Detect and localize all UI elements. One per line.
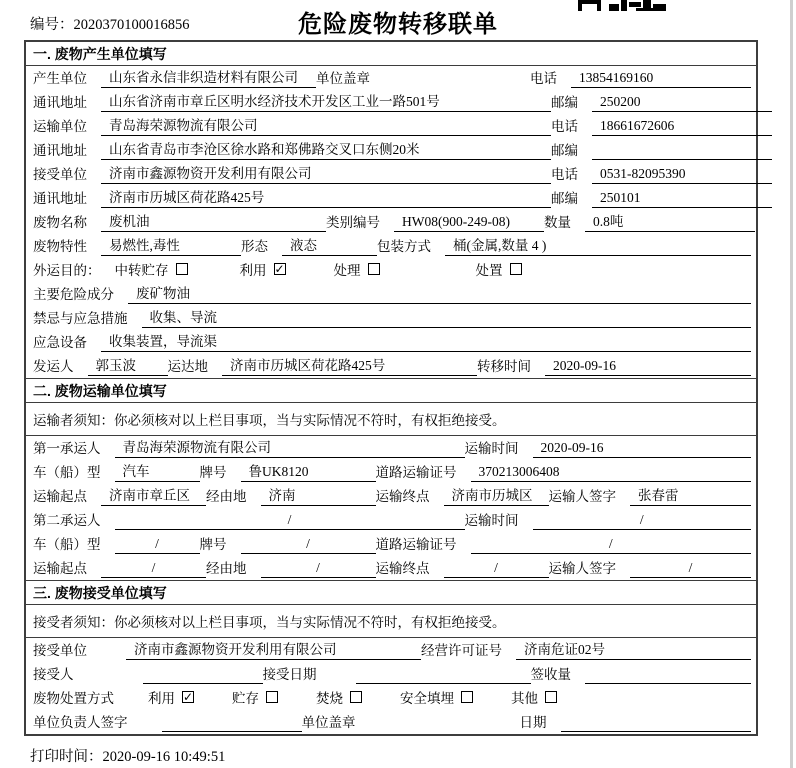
field-label: 运输单位: [33, 119, 87, 134]
field-value: 13854169160: [571, 70, 751, 88]
field-value: /: [533, 512, 752, 530]
field-label: 产生单位: [33, 71, 87, 86]
field-label: 运输人签字: [548, 489, 616, 504]
field-value: 废矿物油: [128, 282, 751, 304]
form-row: [26, 258, 756, 282]
field-value: [592, 142, 772, 160]
field-label: 发运人: [33, 359, 74, 374]
field-value: 青岛海荣源物流有限公司: [101, 114, 551, 136]
field-label: 数量: [544, 215, 571, 230]
field-value: [561, 714, 752, 732]
field-value: 370213006408: [471, 464, 752, 482]
checkbox: [400, 687, 473, 708]
field-value: 易燃性,毒性: [101, 234, 241, 256]
form-row: [26, 186, 756, 210]
section-title: 二. 废物运输单位填写: [26, 379, 756, 403]
field-label: 运输终点: [375, 489, 430, 504]
checkbox: [232, 687, 278, 708]
field-label: 废物处置方式: [33, 691, 114, 706]
field-value: 2020-09-16: [533, 440, 752, 458]
field-label: 经由地: [206, 561, 247, 576]
field-label: 应急设备: [33, 335, 87, 350]
field-value: 山东省永信非织造材料有限公司: [101, 66, 316, 88]
checkbox-unchecked-icon: [545, 691, 557, 703]
checkbox-label: 处置: [475, 263, 503, 278]
field-label: 电话: [530, 71, 557, 86]
field-value: [356, 666, 531, 684]
field-value: [143, 666, 263, 684]
checkbox-label: 处理: [333, 263, 361, 278]
field-value: /: [101, 560, 206, 578]
checkbox-label: 安全填埋: [400, 691, 454, 706]
checkbox-label: 贮存: [232, 691, 259, 706]
field-label: 日期: [519, 715, 547, 730]
field-label: 外运目的：: [33, 263, 101, 278]
field-label: 通讯地址: [33, 191, 87, 206]
form-row: [26, 556, 756, 580]
qr-code-fragment-icon: [578, 0, 670, 11]
checkbox-checked-icon: ✓: [183, 690, 194, 704]
form-row: [26, 686, 756, 710]
field-value: 济南市历城区荷花路425号: [222, 354, 477, 376]
form-row: [26, 138, 756, 162]
field-value: 济南: [261, 484, 376, 506]
field-label: 接受人: [33, 667, 74, 682]
field-value: 山东省青岛市李沧区徐水路和郑佛路交叉口东侧20米: [101, 138, 551, 160]
checkbox-label: 焚烧: [316, 691, 343, 706]
field-value: 济南市历城区: [444, 484, 549, 506]
checkbox-label: 利用: [148, 691, 175, 706]
field-label: 经营许可证号: [421, 643, 502, 658]
field-label: 接受日期: [262, 667, 317, 682]
print-time-line: [30, 745, 225, 766]
field-label: 牌号: [199, 465, 227, 480]
field-label: 道路运输证号: [375, 537, 457, 552]
checkbox-label: 其他: [511, 691, 538, 706]
form-row: [26, 508, 756, 532]
field-label: 单位负责人签字: [33, 715, 128, 730]
serial-label: 编号：: [30, 17, 74, 33]
form-row: [26, 710, 756, 734]
field-value: /: [261, 560, 376, 578]
checkbox: [334, 259, 380, 280]
field-label: 包装方式: [377, 239, 431, 254]
field-label: 电话: [551, 167, 578, 182]
field-value: /: [115, 512, 465, 530]
field-label: 单位盖章: [301, 715, 356, 730]
field-value: 桶(金属,数量 4 ): [445, 234, 751, 256]
checkbox: [476, 259, 522, 280]
form-row: [26, 436, 756, 460]
field-value: 收集装置，导流渠: [101, 330, 751, 352]
field-value: 废机油: [101, 210, 326, 232]
form-row: [26, 532, 756, 556]
field-label: 形态: [241, 239, 268, 254]
field-value: [162, 714, 302, 732]
checkbox-checked-icon: ✓: [274, 262, 285, 276]
field-value: /: [115, 536, 200, 554]
field-label: 邮编: [551, 191, 578, 206]
field-label: 类别编号: [326, 215, 380, 230]
field-value: 0.8吨: [585, 210, 755, 232]
field-value: 济南市鑫源物资开发利用有限公司: [101, 162, 551, 184]
form-row: [26, 210, 756, 234]
checkbox: [316, 687, 362, 708]
field-label: 第一承运人: [33, 441, 101, 456]
field-label: 通讯地址: [33, 95, 87, 110]
field-label: 主要危险成分: [33, 287, 114, 302]
field-label: 废物特性: [33, 239, 87, 254]
field-label: 运输起点: [33, 561, 87, 576]
form-row: [26, 638, 756, 662]
form-row: [26, 484, 756, 508]
checkbox: [115, 259, 188, 280]
field-value: 济南危证02号: [516, 638, 751, 660]
form-row: [26, 90, 756, 114]
field-value: 0531-82095390: [592, 166, 772, 184]
checkbox-unchecked-icon: [368, 263, 380, 275]
field-label: 禁忌与应急措施: [33, 311, 128, 326]
checkbox: [511, 687, 557, 708]
notice-text: 运输者须知：你必须核对以上栏目事项，当与实际情况不符时，有权拒绝接受。: [26, 403, 756, 436]
page-edge-line: [790, 0, 793, 768]
checkbox: [148, 687, 194, 708]
field-value: 液态: [282, 234, 377, 256]
field-value: /: [630, 560, 751, 578]
field-label: 运输时间: [464, 441, 519, 456]
field-value: 汽车: [115, 460, 200, 482]
serial-number: 2020370100016856: [73, 17, 190, 33]
checkbox-unchecked-icon: [510, 263, 522, 275]
print-time-value: 2020-09-16 10:49:51: [102, 749, 226, 765]
field-value: HW08(900-249-08): [394, 214, 544, 232]
field-value: /: [471, 536, 752, 554]
field-value: 郭玉波: [88, 354, 168, 376]
field-value: 收集、导流: [142, 306, 752, 328]
field-label: 经由地: [206, 489, 247, 504]
field-value: 250200: [592, 94, 772, 112]
form-row: [26, 234, 756, 258]
checkbox-label: 利用: [239, 263, 267, 278]
field-label: 单位盖章: [316, 71, 370, 86]
section-receiver: [26, 580, 756, 734]
field-label: 邮编: [551, 143, 578, 158]
section-producer: [26, 42, 756, 378]
field-value: 济南市章丘区: [101, 484, 206, 506]
form-row: [26, 282, 756, 306]
checkbox-unchecked-icon: [350, 691, 362, 703]
field-label: 邮编: [551, 95, 578, 110]
field-value: 张春雷: [630, 484, 751, 506]
field-value: [585, 666, 751, 684]
field-value: 济南市历城区荷花路425号: [101, 186, 551, 208]
field-label: 废物名称: [33, 215, 87, 230]
field-label: 运输人签字: [548, 561, 616, 576]
field-label: 道路运输证号: [375, 465, 457, 480]
field-value: 青岛海荣源物流有限公司: [115, 436, 465, 458]
checkbox: [240, 259, 286, 280]
field-value: 2020-09-16: [545, 358, 751, 376]
field-value: 250101: [592, 190, 772, 208]
form-row: [26, 460, 756, 484]
checkbox-label: 中转贮存: [114, 263, 169, 278]
checkbox-unchecked-icon: [461, 691, 473, 703]
section-title: 一. 废物产生单位填写: [26, 42, 756, 66]
field-value: 济南市鑫源物资开发利用有限公司: [126, 638, 421, 660]
page-title: 危险废物转移联单: [298, 11, 498, 38]
form-row: [26, 114, 756, 138]
form-row: [26, 66, 756, 90]
field-value: /: [241, 536, 376, 554]
form-row: [26, 662, 756, 686]
field-label: 车（船）型: [33, 537, 101, 552]
form-row: [26, 354, 756, 378]
field-label: 第二承运人: [33, 513, 101, 528]
notice-text: 接受者须知：你必须核对以上栏目事项，当与实际情况不符时，有权拒绝接受。: [26, 605, 756, 638]
field-label: 接受单位: [33, 167, 87, 182]
section-transporter: [26, 378, 756, 580]
field-label: 车（船）型: [33, 465, 101, 480]
form-row: [26, 162, 756, 186]
field-value: /: [444, 560, 549, 578]
print-time-label: 打印时间：: [30, 749, 103, 765]
manifest-form: [24, 40, 758, 736]
field-label: 运输起点: [33, 489, 87, 504]
field-label: 运输终点: [375, 561, 430, 576]
field-label: 运达地: [167, 359, 208, 374]
field-label: 运输时间: [464, 513, 519, 528]
form-row: [26, 306, 756, 330]
section-title: 三. 废物接受单位填写: [26, 581, 756, 605]
field-label: 签收量: [530, 667, 571, 682]
checkbox-unchecked-icon: [176, 263, 188, 275]
field-value: 鲁UK8120: [241, 460, 376, 482]
field-label: 转移时间: [477, 359, 531, 374]
field-label: 通讯地址: [33, 143, 87, 158]
field-label: 牌号: [199, 537, 227, 552]
field-label: 接受单位: [33, 643, 87, 658]
field-value: 18661672606: [592, 118, 772, 136]
checkbox-unchecked-icon: [266, 691, 278, 703]
field-label: 电话: [551, 119, 578, 134]
form-row: [26, 330, 756, 354]
field-value: 山东省济南市章丘区明水经济技术开发区工业一路501号: [101, 90, 551, 112]
